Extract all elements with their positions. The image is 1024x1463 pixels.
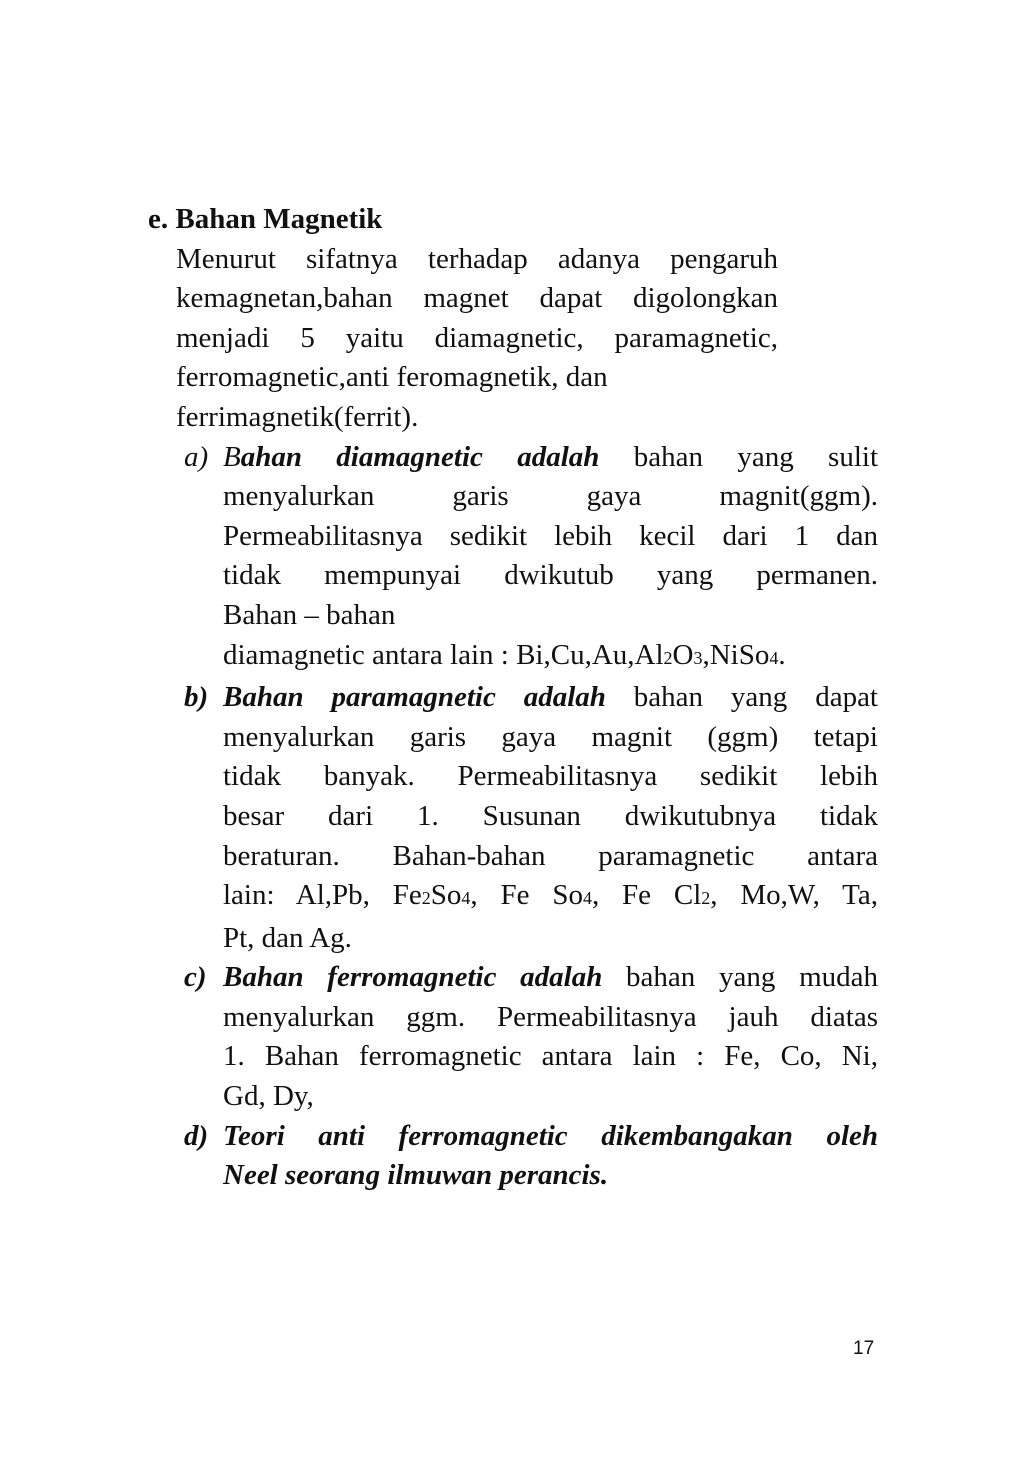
item-c-line-1-rest: bahan yang mudah <box>626 961 878 994</box>
item-b-line-3: tidak banyak. Permeabilitasnya sedikit lebih <box>223 760 878 793</box>
item-a-line-6 <box>223 636 878 679</box>
item-a-line-4: tidak mempunyai dwikutub yang permanen. <box>223 559 878 592</box>
item-b-line-6-e: , Mo,W, Ta, <box>710 879 878 912</box>
subscript-2: 2 <box>701 888 711 909</box>
item-c-line-3: 1. Bahan ferromagnetic antara lain : Fe, Co, Ni, <box>223 1040 878 1073</box>
item-a-word-1: menyalurkan <box>223 480 375 513</box>
item-a-line-6-end: . <box>778 638 786 671</box>
item-b-line-1 <box>223 678 878 718</box>
item-d-line-2: Neel seorang ilmuwan perancis. <box>223 1159 609 1192</box>
item-a-line-6-prefix: diamagnetic antara lain : Bi,Cu,Au,Al <box>223 638 664 671</box>
item-a-line-3: Permeabilitasnya sedikit lebih kecil dari 1 dan <box>223 519 878 552</box>
item-b-line-5: beraturan. Bahan-bahan paramagnetic antara <box>223 839 878 872</box>
item-a-word-4: magnit(ggm). <box>719 480 878 513</box>
list-item-ferromagnetic <box>148 958 878 1116</box>
item-marker-b: b) <box>184 681 209 714</box>
item-d-line-1: Teori anti ferromagnetic dikembangakan oleh <box>223 1119 878 1152</box>
intro-line-4: ferromagnetic,anti feromagnetik, dan <box>176 361 608 394</box>
item-a-line-5: Bahan – bahan <box>223 598 396 631</box>
intro-line-3: menjadi 5 yaitu diamagnetic, paramagnetic, <box>176 321 778 354</box>
item-b-line-6-d: , Fe Cl <box>591 879 702 912</box>
item-marker-a: a) <box>184 440 209 473</box>
item-a-word-2: garis <box>452 480 509 513</box>
item-c-term: Bahan ferromagnetic adalah <box>223 961 603 994</box>
item-b-line-6 <box>223 876 878 919</box>
intro-line-2: kemagnetan,bahan magnet dapat digolongkan <box>176 282 778 315</box>
item-b-term: Bahan paramagnetic adalah <box>223 681 606 714</box>
subscript-4: 4 <box>769 647 779 668</box>
magnetic-materials-list <box>148 438 878 1196</box>
item-b-line-4: besar dari 1. Susunan dwikutubnya tidak <box>223 799 878 832</box>
item-a-term: ahan diamagnetic adalah <box>240 440 600 473</box>
subscript-2: 2 <box>663 647 673 668</box>
intro-line-1: Menurut sifatnya terhadap adanya pengaruh <box>176 242 778 275</box>
item-c-line-1 <box>223 958 878 998</box>
section-heading: e. Bahan Magnetik <box>148 203 383 235</box>
item-a-line-1-rest: bahan yang sulit <box>633 440 879 473</box>
item-c-line-4: Gd, Dy, <box>223 1080 314 1113</box>
item-marker-d: d) <box>184 1119 209 1152</box>
subscript-3: 3 <box>693 647 703 668</box>
item-c-line-2: menyalurkan ggm. Permeabilitasnya jauh diatas <box>223 1000 878 1033</box>
item-a-word-3: gaya <box>586 480 642 513</box>
list-item-diamagnetic <box>148 438 878 679</box>
list-item-antiferromagnetic <box>148 1117 878 1196</box>
subscript-4: 4 <box>461 888 471 909</box>
list-item-paramagnetic <box>148 678 878 958</box>
intro-line-5: ferrimagnetik(ferrit). <box>176 400 419 433</box>
item-b-line-2: menyalurkan garis gaya magnit (ggm) tetapi <box>223 720 878 753</box>
item-a-line-6-mid2: ,NiSo <box>702 638 770 671</box>
item-b-line-1-rest: bahan yang dapat <box>633 681 878 714</box>
item-a-term-first-letter: B <box>223 440 241 473</box>
item-a-line-1 <box>223 438 878 478</box>
subscript-2: 2 <box>421 888 431 909</box>
item-b-line-6-b: So <box>430 879 462 912</box>
item-a-line-6-mid: O <box>672 638 694 671</box>
item-b-line-6-a: lain: Al,Pb, Fe <box>223 879 422 912</box>
item-b-line-6-c: , Fe So <box>470 879 583 912</box>
item-a-line-2 <box>223 477 878 517</box>
subscript-4: 4 <box>582 888 592 909</box>
item-b-line-7: Pt, dan Ag. <box>223 921 352 954</box>
page-content <box>148 200 878 1196</box>
intro-paragraph <box>148 240 778 438</box>
item-marker-c: c) <box>184 961 207 994</box>
page-number: 17 <box>853 1338 875 1359</box>
